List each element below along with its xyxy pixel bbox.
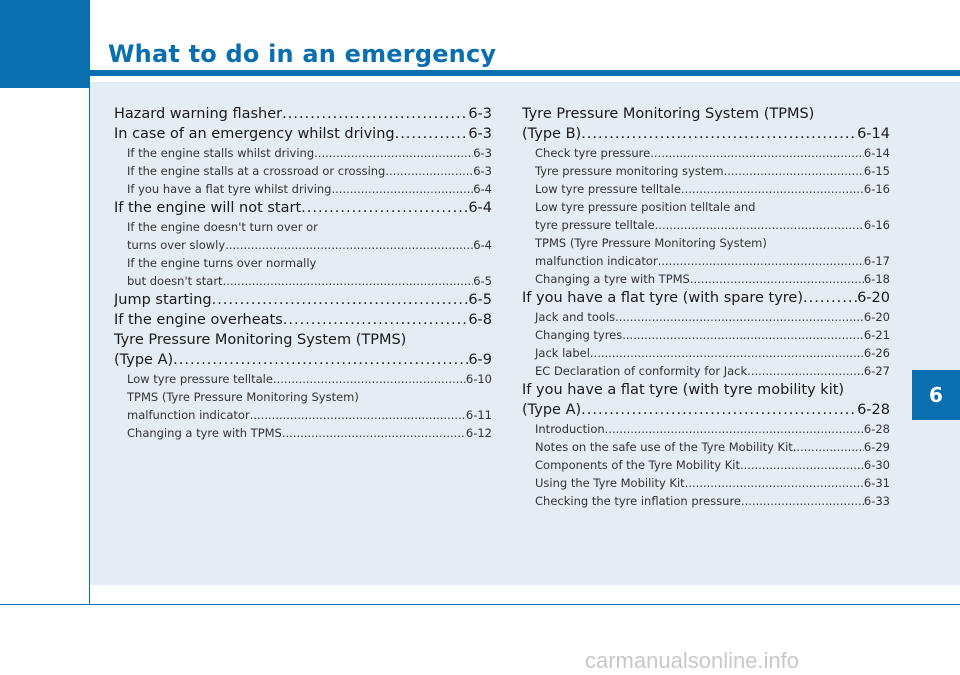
toc-entry-tpms-type-a-line1[interactable]: Tyre Pressure Monitoring System (TPMS) — [114, 332, 407, 348]
toc-subentry[interactable]: turns over slowly ..... 6-4 — [114, 236, 492, 254]
toc-subentry[interactable]: malfunction indicator ..... 6-11 — [114, 406, 492, 424]
toc-subentry[interactable]: Checking the tyre inflation pressure ..... 6-33 — [522, 492, 890, 510]
toc-entry-tpms-type-a[interactable]: (Type A) ..... 6-9 — [114, 350, 492, 370]
toc-subentry[interactable]: Low tyre pressure telltale ..... 6-16 — [522, 180, 890, 198]
toc-subentry[interactable]: If you have a flat tyre whilst driving ..... 6-4 — [114, 180, 492, 198]
toc-subentry[interactable]: Low tyre pressure telltale ..... 6-10 — [114, 370, 492, 388]
toc-subentry-line[interactable]: If the engine turns over normally — [127, 256, 317, 270]
page-title: What to do in an emergency — [108, 40, 497, 68]
chapter-tab[interactable]: 6 — [912, 370, 960, 420]
toc-subentry[interactable]: Components of the Tyre Mobility Kit ..... 6-30 — [522, 456, 890, 474]
corner-block — [0, 0, 89, 88]
toc-subentry[interactable]: Introduction ..... 6-28 — [522, 420, 890, 438]
toc-subentry-line[interactable]: TPMS (Tyre Pressure Monitoring System) — [535, 236, 767, 250]
toc-entry-hazard-warning-flasher[interactable]: Hazard warning flasher ..... 6-3 — [114, 104, 492, 124]
toc-subentry-line[interactable]: Low tyre pressure position telltale and — [535, 200, 756, 214]
toc-entry-tpms-type-b-line1[interactable]: Tyre Pressure Monitoring System (TPMS) — [522, 106, 815, 122]
watermark: carmanualsonline.info — [585, 648, 800, 673]
toc-entry-jump-starting[interactable]: Jump starting ..... 6-5 — [114, 290, 492, 310]
toc-subentry[interactable]: EC Declaration of conformity for Jack ..... 6-27 — [522, 362, 890, 380]
toc-entry-tpms-type-b[interactable]: (Type B) ..... 6-14 — [522, 124, 890, 144]
toc-subentry-line[interactable]: If the engine doesn't turn over or — [127, 220, 318, 234]
toc-subentry[interactable]: but doesn't start ..... 6-5 — [114, 272, 492, 290]
title-rule — [90, 70, 960, 76]
toc-subentry[interactable]: Using the Tyre Mobility Kit ..... 6-31 — [522, 474, 890, 492]
toc-entry-in-case-of-emergency[interactable]: In case of an emergency whilst driving ..... 6-3 — [114, 124, 492, 144]
toc-subentry[interactable]: Jack label ..... 6-26 — [522, 344, 890, 362]
toc-entry-flat-tyre-mobility-kit-line1[interactable]: If you have a flat tyre (with tyre mobility kit) — [522, 382, 845, 398]
toc-subentry[interactable]: malfunction indicator ..... 6-17 — [522, 252, 890, 270]
toc-subentry[interactable]: Changing a tyre with TPMS ..... 6-12 — [114, 424, 492, 442]
toc-subentry[interactable]: Check tyre pressure ..... 6-14 — [522, 144, 890, 162]
toc-entry-engine-will-not-start[interactable]: If the engine will not start ..... 6-4 — [114, 198, 492, 218]
toc-entry-engine-overheats[interactable]: If the engine overheats ..... 6-8 — [114, 310, 492, 330]
footer-rule — [0, 604, 960, 605]
toc-subentry[interactable]: Changing a tyre with TPMS ..... 6-18 — [522, 270, 890, 288]
toc-subentry[interactable]: Jack and tools ..... 6-20 — [522, 308, 890, 326]
toc-column-right — [522, 104, 890, 510]
toc-entry-flat-tyre-mobility-kit[interactable]: (Type A) ..... 6-28 — [522, 400, 890, 420]
toc-subentry[interactable]: Notes on the safe use of the Tyre Mobility Kit ..... 6-29 — [522, 438, 890, 456]
toc-subentry[interactable]: Tyre pressure monitoring system ..... 6-15 — [522, 162, 890, 180]
toc-subentry[interactable]: tyre pressure telltale ..... 6-16 — [522, 216, 890, 234]
toc-subentry[interactable]: If the engine stalls whilst driving ..... 6-3 — [114, 144, 492, 162]
toc-subentry[interactable]: If the engine stalls at a crossroad or crossing ..... 6-3 — [114, 162, 492, 180]
toc-subentry[interactable]: Changing tyres ..... 6-21 — [522, 326, 890, 344]
toc-column-left — [114, 104, 492, 442]
toc-entry-flat-tyre-spare[interactable]: If you have a flat tyre (with spare tyre) ..... 6-20 — [522, 288, 890, 308]
toc-subentry-line[interactable]: TPMS (Tyre Pressure Monitoring System) — [127, 390, 359, 404]
